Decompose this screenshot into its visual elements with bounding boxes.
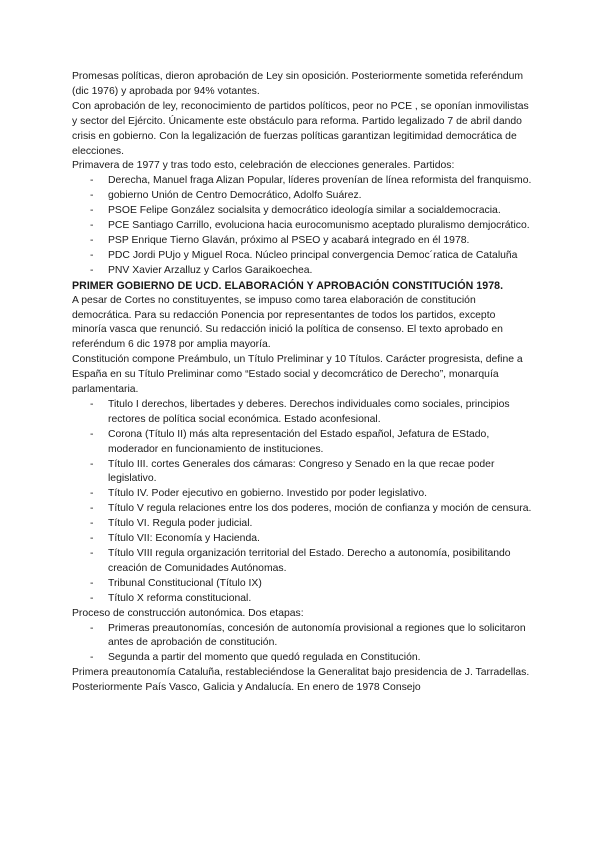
list-item: - PNV Xavier Arzalluz y Carlos Garaikoechea. bbox=[72, 264, 532, 279]
list-item: - Título VIII regula organización territorial del Estado. Derecho a autonomía, posibilitando creación de Comunidades Autónomas. bbox=[72, 547, 532, 577]
list-item: - Título III. cortes Generales dos cámaras: Congreso y Senado en la que recae poder legislativo. bbox=[72, 458, 532, 488]
list-item: - Título IV. Poder ejecutivo en gobierno. Investido por poder legislativo. bbox=[72, 487, 532, 502]
list-item: - Corona (Título II) más alta representación del Estado español, Jefatura de EStado, moderador en funcionamiento de instituciones. bbox=[72, 428, 532, 458]
section-heading: PRIMER GOBIERNO DE UCD. ELABORACIÓN Y APROBACIÓN CONSTITUCIÓN 1978. bbox=[72, 279, 504, 292]
paragraph-constitution-structure: Constitución compone Preámbulo, un Título Preliminar y 10 Títulos. Carácter progresista, define a España en su Título Preliminar como “Estado social y decomcrático de Derecho”, monarquía parlamentaria. bbox=[72, 354, 523, 396]
list-item: - Segunda a partir del momento que quedó regulada en Constitución. bbox=[72, 651, 532, 666]
list-item: - Título X reforma constitucional. bbox=[72, 592, 532, 607]
document-page bbox=[72, 70, 532, 696]
list-item: - Derecha, Manuel fraga Alizan Popular, líderes provenían de línea reformista del franquismo. bbox=[72, 174, 532, 189]
list-item: - Título V regula relaciones entre los dos poderes, moción de confianza y moción de censura. bbox=[72, 502, 532, 517]
titles-list bbox=[72, 398, 532, 607]
parties-list bbox=[72, 174, 532, 278]
paragraph-constitution-drafting: A pesar de Cortes no constituyentes, se impuso como tarea elaboración de constitución democrática. Para su redacción Ponencia por representantes de todos los partidos, excepto minoría vasca que renunció. Su redacción inició la política de consenso. El texto aprobado en referéndum 6 dic 1978 por amplia mayoría. bbox=[72, 294, 503, 351]
list-item: - Título VI. Regula poder judicial. bbox=[72, 517, 532, 532]
list-item: - gobierno Unión de Centro Democrático, Adolfo Suárez. bbox=[72, 189, 532, 204]
list-item: - PSOE Felipe González socialsita y democrático ideología similar a socialdemocracia. bbox=[72, 204, 532, 219]
paragraph-referendum: Promesas políticas, dieron aprobación de Ley sin oposición. Posteriormente sometida referéndum (dic 1976) y aprobada por 94% votantes. bbox=[72, 71, 524, 97]
list-item: - Titulo I derechos, libertades y deberes. Derechos individuales como sociales, principios rectores de política social económica. Estado aconfesional. bbox=[72, 398, 532, 428]
paragraph-autonomy-process: Proceso de construcción autonómica. Dos etapas: bbox=[72, 607, 304, 619]
list-item: - PSP Enrique Tierno Glaván, próximo al PSEO y acabará integrado en él 1978. bbox=[72, 234, 532, 249]
list-item: - PCE Santiago Carrillo, evoluciona hacia eurocomunismo aceptado pluralismo demjocrático. bbox=[72, 219, 532, 234]
list-item: - Primeras preautonomías, concesión de autonomía provisional a regiones que lo solicitaron antes de aprobación de constitución. bbox=[72, 622, 532, 652]
paragraph-legalization: Con aprobación de ley, reconocimiento de partidos políticos, peor no PCE , se oponían inmovilistas y sector del Ejército. Únicamente este obstáculo para reforma. Partido legalizado 7 de abril dando crisis en gobierno. Con la legalización de fuerzas políticas garantizan legitimidad democrática de elecciones. bbox=[72, 100, 529, 157]
list-item: - Título VII: Economía y Hacienda. bbox=[72, 532, 532, 547]
stages-list bbox=[72, 622, 532, 667]
list-item: - Tribunal Constitucional (Título IX) bbox=[72, 577, 532, 592]
list-item: - PDC Jordi PUjo y Miguel Roca. Núcleo principal convergencia Democ´ratica de Cataluña bbox=[72, 249, 532, 264]
paragraph-preautonomies: Primera preautonomía Cataluña, restableciéndose la Generalitat bajo presidencia de J. Tarradellas. Posteriormente País Vasco, Galicia y Andalucía. En enero de 1978 Consejo bbox=[72, 667, 530, 694]
paragraph-elections: Primavera de 1977 y tras todo esto, celebración de elecciones generales. Partidos: bbox=[72, 160, 455, 172]
